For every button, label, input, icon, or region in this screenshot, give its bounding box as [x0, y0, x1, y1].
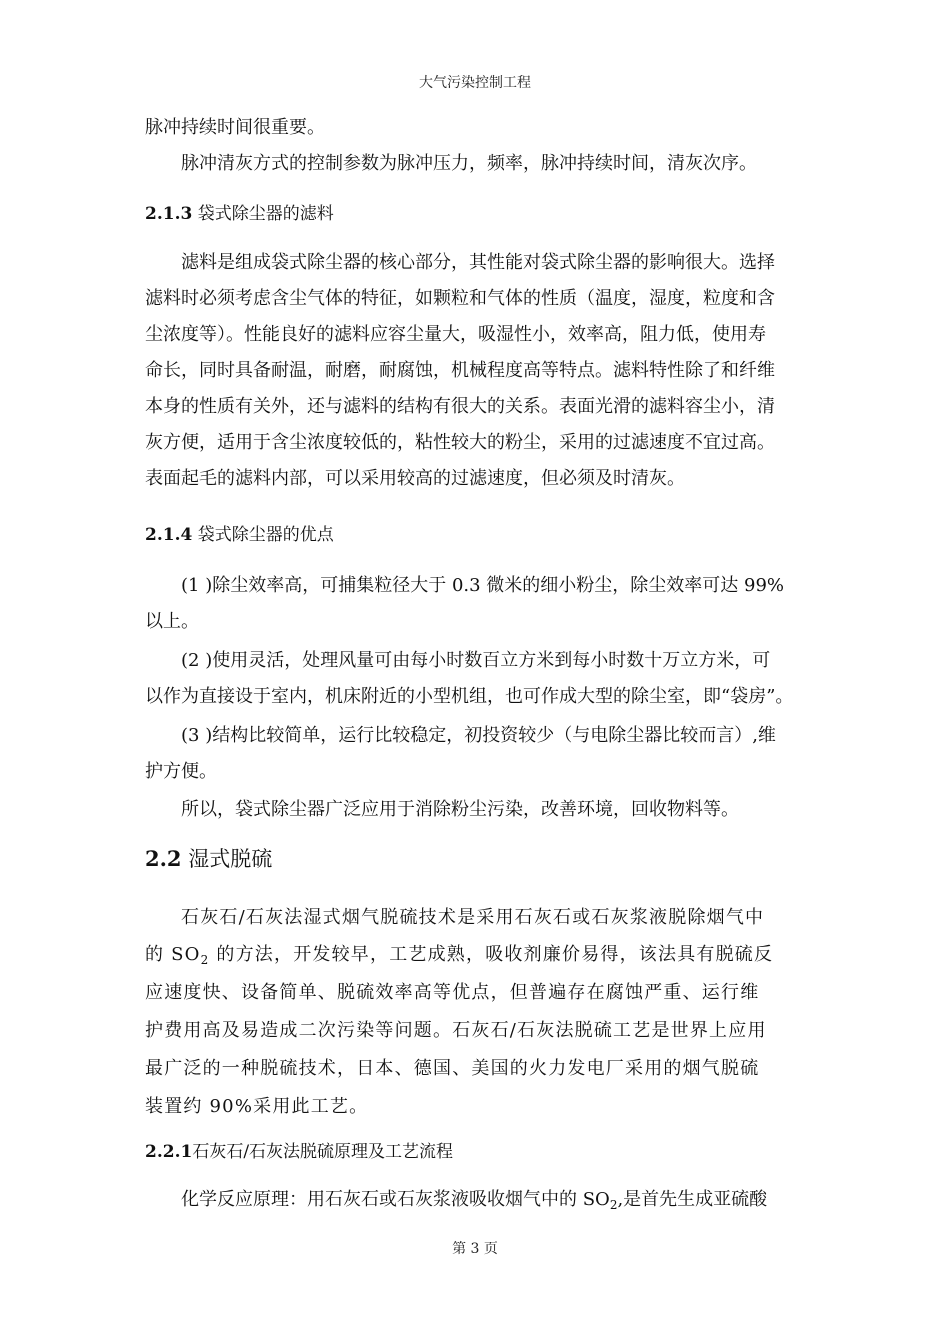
- text-run: 化学反应原理：用石灰石或石灰浆液吸收烟气中的 SO: [181, 1189, 610, 1210]
- text-line: 护费用高及易造成二次污染等问题。石灰石/石灰法脱硫工艺是世界上应用: [145, 1020, 767, 1041]
- section-title: 袋式除尘器的优点: [192, 525, 334, 545]
- text-line: 脉冲持续时间很重要。: [145, 117, 325, 138]
- section-title: 袋式除尘器的滤料: [192, 204, 334, 224]
- subscript: 2: [200, 953, 210, 967]
- text-line: 最广泛的一种脱硫技术，日本、德国、美国的火力发电厂采用的烟气脱硫: [145, 1058, 760, 1079]
- section-heading-2-1-4: [145, 523, 334, 547]
- text-line: (3 )结构比较简单，运行比较稳定，初投资较少（与电除尘器比较而言）,维: [181, 725, 776, 746]
- text-line: 命长，同时具备耐温，耐磨，耐腐蚀，机械程度高等特点。滤料特性除了和纤维: [145, 360, 775, 381]
- section-title: 石灰石/石灰法脱硫原理及工艺流程: [192, 1142, 454, 1162]
- text-run: ,是首先生成亚硫酸: [617, 1189, 768, 1210]
- text-line: 装置约 90%采用此工艺。: [145, 1096, 369, 1117]
- page-number: 第 3 页: [452, 1241, 498, 1257]
- text-line: [181, 1188, 767, 1212]
- text-line: 滤料时必须考虑含尘气体的特征，如颗粒和气体的性质（温度，湿度，粒度和含: [145, 288, 775, 309]
- text-line: 以作为直接设于室内，机床附近的小型机组，也可作成大型的除尘室，即“袋房”。: [145, 686, 794, 707]
- section-title: 湿式脱硫: [181, 847, 273, 871]
- section-number: 2.1.3: [145, 204, 193, 224]
- text-line: 灰方便，适用于含尘浓度较低的，粘性较大的粉尘，采用的过滤速度不宜过高。: [145, 432, 775, 453]
- text-line: [145, 943, 773, 967]
- section-number: 2.2: [145, 846, 182, 871]
- running-header: 大气污染控制工程: [419, 75, 531, 91]
- text-run: 的方法，开发较早，工艺成熟，吸收剂廉价易得，该法具有脱硫反: [209, 944, 774, 965]
- text-line: (1 )除尘效率高，可捕集粒径大于 0.3 微米的细小粉尘，除尘效率可达 99%: [181, 575, 785, 596]
- text-line: (2 )使用灵活，处理风量可由每小时数百立方米到每小时数十万立方米，可: [181, 650, 771, 671]
- text-line: 脉冲清灰方式的控制参数为脉冲压力，频率，脉冲持续时间，清灰次序。: [181, 153, 757, 174]
- subscript: 2: [609, 1198, 618, 1212]
- text-line: 应速度快、设备简单、脱硫效率高等优点，但普遍存在腐蚀严重、运行维: [145, 982, 760, 1003]
- section-number: 2.2.1: [145, 1142, 193, 1162]
- section-number: 2.1.4: [145, 525, 193, 545]
- text-line: 表面起毛的滤料内部，可以采用较高的过滤速度，但必须及时清灰。: [145, 468, 685, 489]
- text-line: 滤料是组成袋式除尘器的核心部分，其性能对袋式除尘器的影响很大。选择: [181, 252, 775, 273]
- section-heading-2-1-3: [145, 202, 334, 226]
- text-line: 以上。: [145, 611, 199, 632]
- section-heading-2-2-1: [145, 1140, 453, 1164]
- text-line: 尘浓度等）。性能良好的滤料应容尘量大，吸湿性小，效率高，阻力低，使用寿: [145, 324, 766, 345]
- text-line: 所以，袋式除尘器广泛应用于消除粉尘污染，改善环境，回收物料等。: [181, 799, 739, 820]
- section-heading-2-2: [145, 845, 272, 873]
- text-line: 本身的性质有关外，还与滤料的结构有很大的关系。表面光滑的滤料容尘小，清: [145, 396, 775, 417]
- text-run: 的 SO: [145, 944, 201, 965]
- text-line: 石灰石/石灰法湿式烟气脱硫技术是采用石灰石或石灰浆液脱除烟气中: [181, 907, 765, 928]
- text-line: 护方便。: [145, 761, 217, 782]
